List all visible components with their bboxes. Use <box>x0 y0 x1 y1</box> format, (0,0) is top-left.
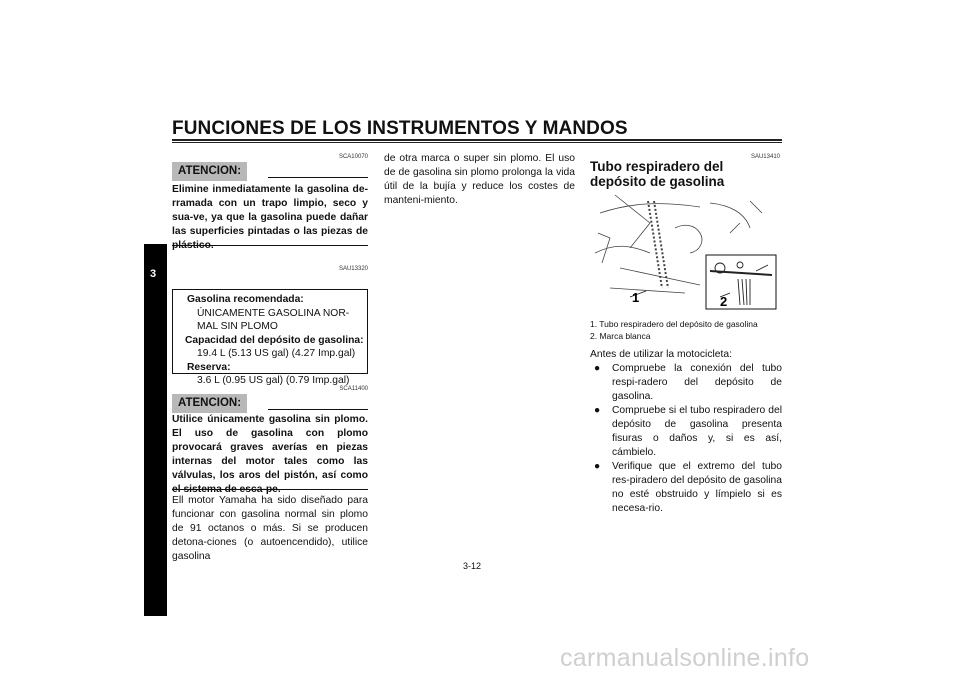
list-item <box>590 460 782 516</box>
fuel-recommended-value: ÚNICAMENTE GASOLINA NOR-MAL SIN PLOMO <box>197 307 350 332</box>
page-number: 3-12 <box>463 561 482 571</box>
chapter-tab-number: 3 <box>150 268 157 280</box>
breather-intro: Antes de utilizar la motocicleta: <box>590 349 732 360</box>
caution1-header <box>172 161 368 181</box>
title-rule-thin <box>172 142 782 143</box>
engine-paragraph: Ell motor Yamaha ha sido diseñado para funcionar con gasolina normal sin plomo de 91 octanos o más. Si se producen detona-ciones (o autoencendido), utilice gasolina <box>172 495 368 562</box>
fuel-code: SAU13320 <box>338 266 368 272</box>
fuel-spec-box <box>172 289 368 386</box>
bullet-icon: ● <box>594 461 601 472</box>
caution2-bottom-rule <box>172 489 368 490</box>
bullet-icon: ● <box>594 405 601 416</box>
breather-checklist <box>590 362 782 516</box>
caution2-text: Utilice únicamente gasolina sin plomo. El uso de gasolina con plomo provocará graves averías en piezas internas del motor tales como las válvulas, los aros del pistón, así como <box>172 414 368 481</box>
caution2-code: SCA11400 <box>339 386 368 392</box>
bullet-text: Verifique que el extremo del tubo res-piradero del depósito de gasolina no esté obstruido y límpielo si es necesa-rio. <box>612 461 782 514</box>
caution1-text: Elimine inmediatamente la gasolina de-rramada con un trapo limpio, seco y sua-ve, ya que la gasolina puede dañar las superficies pintadas o las piezas de <box>172 184 368 237</box>
fuel-recommended-label: Gasolina recomendada: <box>187 294 304 305</box>
gasoline-paragraph-continued: de otra marca o super sin plomo. El uso de de gasolina sin plomo prolonga la vida útil de la bujía y reduce los costes de manteni-miento. <box>384 153 575 206</box>
bullet-text: Compruebe si el tubo respiradero del depósito de gasolina presenta fisuras o daños y, si es así, cámbielo. <box>612 405 782 458</box>
list-item <box>590 404 782 460</box>
figure-caption-2: 2. Marca blanca <box>590 331 651 341</box>
breather-code: SAU13410 <box>750 154 780 160</box>
list-item <box>590 362 782 404</box>
watermark: carmanualsonline.info <box>560 644 810 672</box>
figure-caption-1: 1. Tubo respiradero del depósito de gasolina <box>590 319 758 329</box>
inset-detail-box <box>706 255 776 309</box>
fuel-reserve-label: Reserva: <box>187 361 231 373</box>
fuel-capacity-label: Capacidad del depósito de gasolina: <box>185 334 364 346</box>
fuel-reserve-value: 3.6 L (0.95 US gal) (0.79 Imp.gal) <box>197 375 350 386</box>
caution1-label: ATENCION: <box>172 162 247 181</box>
caution2-header <box>172 393 368 413</box>
bullet-text: Compruebe la conexión del tubo respi-radero del depósito de gasolina. <box>612 363 782 402</box>
caution1-code: SCA10070 <box>338 154 368 160</box>
caution1-bottom-rule <box>172 245 368 246</box>
figure-label-2: 2 <box>720 294 728 309</box>
breather-heading: Tubo respiradero del depósito de gasolina <box>590 159 725 189</box>
chapter-tab <box>144 244 167 616</box>
bullet-icon: ● <box>594 363 601 374</box>
caution2-header-rule <box>268 409 368 410</box>
figure-label-1: 1 <box>632 290 640 305</box>
breather-hose-illustration <box>590 193 782 313</box>
title-rule-thick <box>172 139 782 141</box>
page-title: FUNCIONES DE LOS INSTRUMENTOS Y MANDOS <box>172 118 628 139</box>
caution1-header-rule <box>268 177 368 178</box>
fuel-capacity-value: 19.4 L (5.13 US gal) (4.27 Imp.gal) <box>197 348 356 359</box>
caution2-label: ATENCION: <box>172 394 247 413</box>
